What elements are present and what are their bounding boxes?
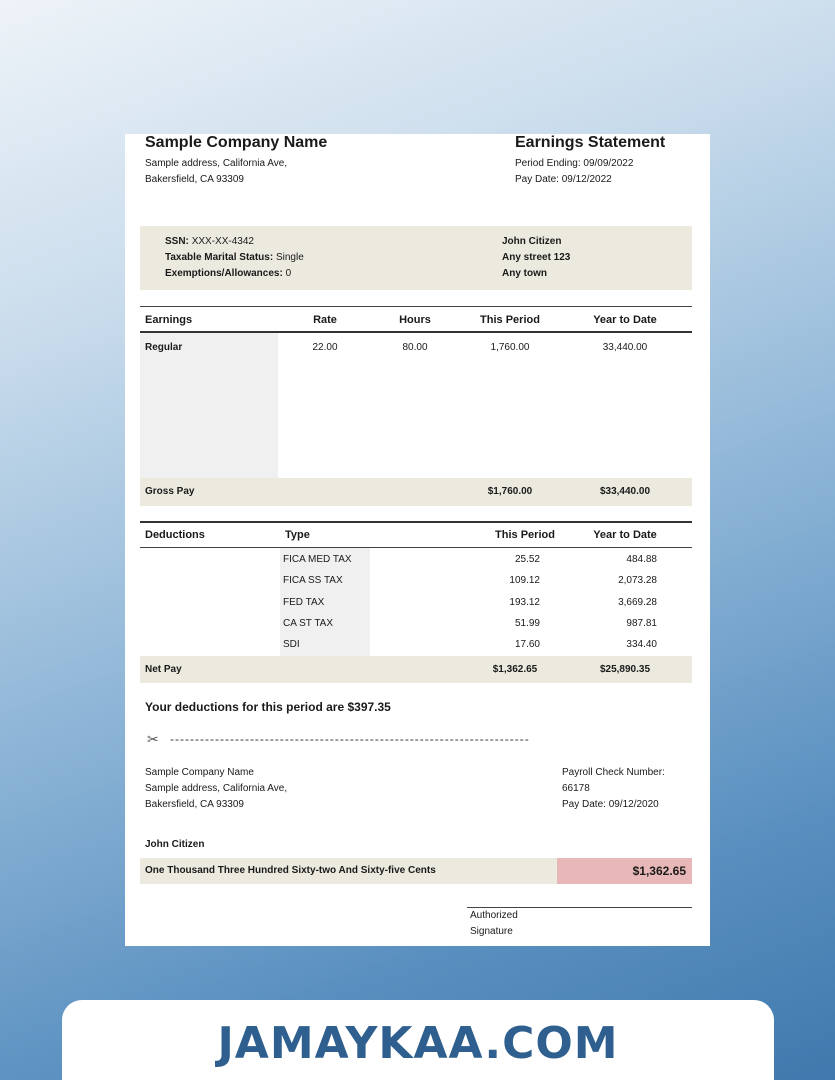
period-ending: Period Ending: 09/09/2022 <box>515 158 634 169</box>
amount-box <box>557 858 692 884</box>
deductions-header-this-period: This Period <box>495 529 555 541</box>
deductions-header-type: Type <box>285 529 310 541</box>
net-pay-row <box>140 656 692 683</box>
net-pay-label: Net Pay <box>145 664 182 675</box>
deductions-top-rule <box>140 521 692 523</box>
deduction-type: SDI <box>283 639 300 650</box>
earnings-row-this-period: 1,760.00 <box>490 342 530 353</box>
check-payee: John Citizen <box>145 839 205 850</box>
employee-info-box <box>140 226 692 290</box>
scissors-icon: ✂ <box>147 731 159 747</box>
check-address-line1: Sample address, California Ave, <box>145 783 288 794</box>
employee-town: Any town <box>502 268 547 279</box>
deductions-header-rule <box>140 547 692 548</box>
ssn-value: XXX-XX-4342 <box>191 236 254 247</box>
check-address-line2: Bakersfield, CA 93309 <box>145 799 244 810</box>
gross-pay-ytd: $33,440.00 <box>599 486 651 497</box>
deduction-type: CA ST TAX <box>283 618 334 629</box>
deduction-type: FED TAX <box>283 597 325 608</box>
deduction-this-period: 51.99 <box>514 618 540 629</box>
marital-status-row <box>165 250 304 266</box>
ssn-label: SSN: <box>165 236 189 247</box>
earnings-top-rule <box>140 306 692 307</box>
deduction-this-period: 193.12 <box>509 597 540 608</box>
check-company-name: Sample Company Name <box>145 767 254 778</box>
deduction-ytd: 2,073.28 <box>618 575 657 586</box>
earnings-row-rate: 22.00 <box>312 342 338 353</box>
net-pay-this-period: $1,362.65 <box>492 664 538 675</box>
deduction-ytd: 334.40 <box>626 639 657 650</box>
deduction-ytd: 3,669.28 <box>618 597 657 608</box>
footer-banner <box>62 1000 774 1080</box>
deduction-type: FICA MED TAX <box>283 554 352 565</box>
earnings-header-hours: Hours <box>399 314 431 326</box>
earnings-header-rate: Rate <box>313 314 337 326</box>
gross-pay-row <box>140 478 692 506</box>
pay-date: Pay Date: 09/12/2022 <box>515 174 612 185</box>
earnings-header-ytd: Year to Date <box>593 314 657 326</box>
employee-street: Any street 123 <box>502 252 571 263</box>
deduction-ytd: 484.88 <box>626 554 657 565</box>
brand-watermark: JAMAYKAA.COM <box>217 1018 619 1069</box>
amount-words-box <box>140 858 557 884</box>
deductions-header-deductions: Deductions <box>145 529 205 541</box>
cut-line: ------------------------------------------------------------------------ <box>170 732 530 746</box>
signature-label-line1: Authorized <box>470 910 518 921</box>
statement-title: Earnings Statement <box>515 134 666 151</box>
marital-status-label: Taxable Marital Status: <box>165 252 274 263</box>
deduction-this-period: 109.12 <box>509 575 540 586</box>
check-number-label: Payroll Check Number: <box>562 767 665 778</box>
earnings-statement-document <box>125 134 710 946</box>
earnings-header-this-period: This Period <box>480 314 540 326</box>
marital-status-value: Single <box>275 252 304 263</box>
earnings-row-label: Regular <box>145 342 183 353</box>
check-amount: $1,362.65 <box>632 864 686 878</box>
gross-pay-label: Gross Pay <box>145 486 195 497</box>
company-address-line2: Bakersfield, CA 93309 <box>145 174 244 185</box>
earnings-header-earnings: Earnings <box>145 314 193 326</box>
company-address-line1: Sample address, California Ave, <box>145 158 288 169</box>
employee-name: John Citizen <box>502 236 562 247</box>
net-pay-ytd: $25,890.35 <box>599 664 651 675</box>
earnings-row-ytd: 33,440.00 <box>602 342 648 353</box>
earnings-row-hours: 80.00 <box>402 342 428 353</box>
gross-pay-this-period: $1,760.00 <box>487 486 533 497</box>
deduction-this-period: 25.52 <box>514 554 540 565</box>
deduction-ytd: 987.81 <box>626 618 657 629</box>
exemptions-row <box>165 266 291 282</box>
deduction-this-period: 17.60 <box>514 639 540 650</box>
company-name: Sample Company Name <box>145 134 328 151</box>
exemptions-value: 0 <box>285 268 292 279</box>
check-pay-date: Pay Date: 09/12/2020 <box>562 799 659 810</box>
check-number: 66178 <box>562 783 590 794</box>
deduction-type: FICA SS TAX <box>283 575 343 586</box>
earnings-label-column <box>140 333 278 478</box>
signature-label-line2: Signature <box>470 926 513 937</box>
deductions-summary: Your deductions for this period are $397.35 <box>145 700 391 714</box>
exemptions-label: Exemptions/Allowances: <box>165 268 283 279</box>
amount-in-words: One Thousand Three Hundred Sixty-two And Sixty-five Cents <box>145 865 436 876</box>
deductions-header-ytd: Year to Date <box>593 529 657 541</box>
ssn-row <box>165 234 254 250</box>
